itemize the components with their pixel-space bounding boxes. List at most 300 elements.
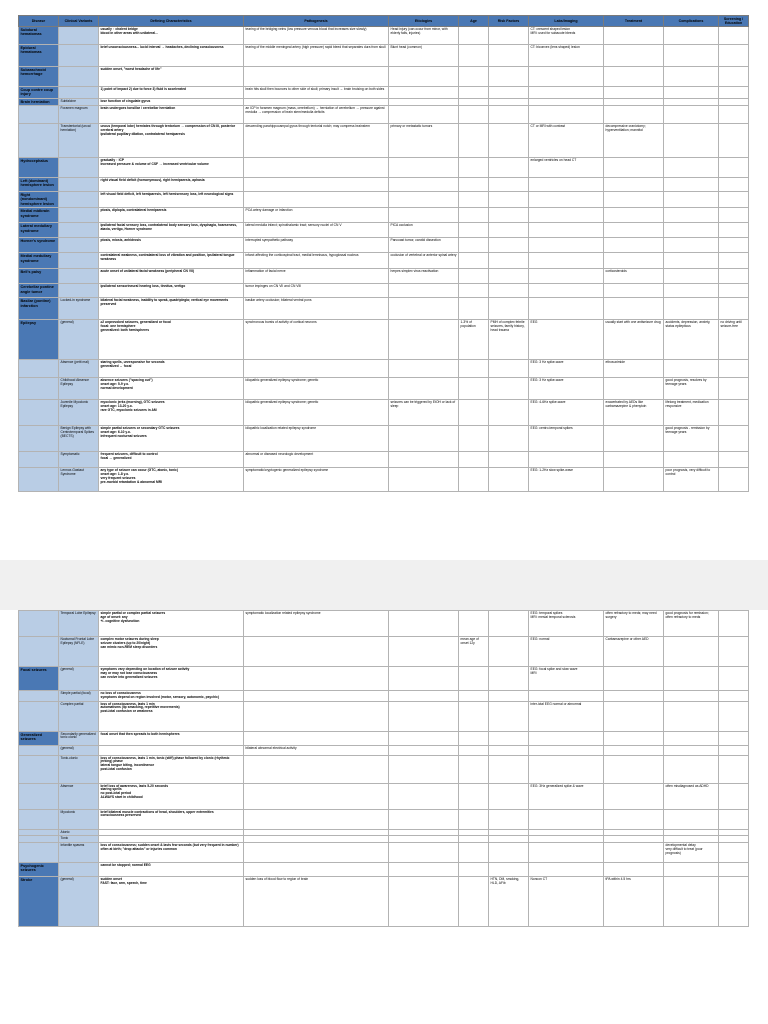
cell-defining-characteristics: [99, 836, 244, 843]
cell-etiologies: [389, 809, 459, 829]
table-row: [19, 691, 749, 702]
cell-complications: [664, 637, 719, 667]
cell-age: [459, 284, 489, 298]
cell-etiologies: Blunt head (common): [389, 45, 459, 67]
cell-complications: [664, 691, 719, 702]
cell-screening-education: no driving until seizure-free: [719, 320, 749, 360]
cell-age: [459, 836, 489, 843]
cell-etiologies: [389, 611, 459, 637]
cell-screening-education: [719, 223, 749, 238]
cell-treatment: [604, 223, 664, 238]
cell-risk-factors: [489, 426, 529, 452]
cell-pathogenesis: tearing of the bridging veins (low pressure venous blood that increases size slowly): [244, 27, 389, 45]
cell-defining-characteristics: loss of consciousness, lasts 1 min, tonic (stiff) phase followed by clonic (rhythmic jerking) phase lateral tongue biting, incontinence post-ictal confusion: [99, 755, 244, 783]
cell-risk-factors: [489, 106, 529, 124]
cell-disease: [19, 691, 59, 702]
cell-etiologies: [389, 829, 459, 836]
cell-etiologies: [389, 637, 459, 667]
cell-labs-imaging: [529, 284, 604, 298]
cell-risk-factors: [489, 863, 529, 877]
cell-treatment: [604, 208, 664, 223]
cell-pathogenesis: [244, 701, 389, 731]
cell-defining-characteristics: right visual field deficit (homonymous), right hemiparesis, aphasia: [99, 178, 244, 192]
cell-screening-education: [719, 284, 749, 298]
cell-defining-characteristics: ptosis, miosis, anhidrosis: [99, 238, 244, 253]
cell-etiologies: [389, 106, 459, 124]
cell-screening-education: [719, 863, 749, 877]
cell-age: [459, 611, 489, 637]
cell-clinical-variants: [59, 192, 99, 208]
cell-treatment: [604, 238, 664, 253]
cell-complications: [664, 877, 719, 927]
cell-clinical-variants: (general): [59, 320, 99, 360]
cell-etiologies: [389, 877, 459, 927]
cell-disease: Stroke: [19, 877, 59, 927]
cell-etiologies: occlusion of vertebral or anterior spinal artery: [389, 253, 459, 269]
cell-etiologies: primary or metastatic tumors: [389, 124, 459, 158]
cell-treatment: [604, 106, 664, 124]
cell-pathogenesis: PCA artery damage or infarction: [244, 208, 389, 223]
cell-clinical-variants: [59, 223, 99, 238]
cell-treatment: Carbamazepine or other AED: [604, 637, 664, 667]
cell-risk-factors: [489, 298, 529, 320]
cell-screening-education: [719, 106, 749, 124]
cell-complications: [664, 98, 719, 105]
cell-disease: [19, 843, 59, 863]
cell-age: [459, 452, 489, 468]
cell-risk-factors: [489, 468, 529, 492]
column-header-complications: Complications: [664, 16, 719, 27]
cell-defining-characteristics: simple partial seizures or secondary GTC seizures onset age: 6-10 y.o. infrequent nocturnal seizures: [99, 426, 244, 452]
cell-disease: Hydrocephalus: [19, 158, 59, 178]
cell-age: [459, 253, 489, 269]
cell-age: [459, 98, 489, 105]
cell-risk-factors: [489, 667, 529, 691]
cell-etiologies: [389, 843, 459, 863]
cell-clinical-variants: Lennox-Gastaut Syndrome: [59, 468, 99, 492]
cell-disease: [19, 124, 59, 158]
cell-risk-factors: [489, 124, 529, 158]
cell-screening-education: [719, 27, 749, 45]
cell-treatment: [604, 452, 664, 468]
cell-clinical-variants: Secondarily generalized tonic clonic: [59, 731, 99, 745]
cell-pathogenesis: basilar artery occlusion; bilateral ventral pons: [244, 298, 389, 320]
cell-clinical-variants: [59, 27, 99, 45]
cell-labs-imaging: CT or MRI with contrast: [529, 124, 604, 158]
cell-age: [459, 223, 489, 238]
cell-etiologies: [389, 701, 459, 731]
cell-complications: [664, 45, 719, 67]
cell-pathogenesis: abnormal or diseased neurologic development: [244, 452, 389, 468]
cell-screening-education: [719, 298, 749, 320]
cell-defining-characteristics: brief unconsciousness... lucid interval → headaches, declining consciousness: [99, 45, 244, 67]
cell-pathogenesis: [244, 731, 389, 745]
cell-treatment: usually start with one antiseizure drug: [604, 320, 664, 360]
table-row: [19, 124, 749, 158]
cell-risk-factors: [489, 611, 529, 637]
cell-etiologies: [389, 87, 459, 99]
cell-risk-factors: [489, 87, 529, 99]
cell-risk-factors: [489, 27, 529, 45]
cell-clinical-variants: Temporal Lobe Epilepsy: [59, 611, 99, 637]
cell-etiologies: [389, 691, 459, 702]
cell-treatment: corticosteroids: [604, 269, 664, 284]
cell-labs-imaging: [529, 106, 604, 124]
cell-pathogenesis: [244, 863, 389, 877]
cell-complications: good prognosis for remission; often refractory to meds: [664, 611, 719, 637]
cell-risk-factors: [489, 98, 529, 105]
cell-clinical-variants: Myoclonic: [59, 809, 99, 829]
cell-screening-education: [719, 98, 749, 105]
cell-labs-imaging: [529, 691, 604, 702]
cell-risk-factors: [489, 284, 529, 298]
table-row: [19, 783, 749, 809]
cell-defining-characteristics: uncus (temporal lobe) herniates through tentorium → compression of CN III, posterior cerebral artery ipsilateral pupillary dilation, contralateral hemiparesis: [99, 124, 244, 158]
cell-labs-imaging: [529, 745, 604, 755]
cell-defining-characteristics: 1) point of impact 2) due to force 3) fluid is accelerated: [99, 87, 244, 99]
column-header-disease: Disease: [19, 16, 59, 27]
cell-screening-education: [719, 378, 749, 400]
cell-etiologies: [389, 98, 459, 105]
cell-age: [459, 701, 489, 731]
cell-labs-imaging: EEG: 3Hz generalized spike & wave: [529, 783, 604, 809]
cell-disease: Basilar (pontine) infarction: [19, 298, 59, 320]
cell-etiologies: herpes simplex virus reactivation: [389, 269, 459, 284]
cell-labs-imaging: [529, 98, 604, 105]
table-row: [19, 320, 749, 360]
cell-defining-characteristics: bilateral facial weakness, inability to speak, quadriplegia; vertical eye movements preserved: [99, 298, 244, 320]
cell-pathogenesis: [244, 158, 389, 178]
cell-clinical-variants: [59, 208, 99, 223]
cell-age: [459, 863, 489, 877]
cell-complications: [664, 667, 719, 691]
cell-disease: [19, 745, 59, 755]
cell-labs-imaging: [529, 863, 604, 877]
cell-disease: [19, 809, 59, 829]
cell-etiologies: PICA occlusion: [389, 223, 459, 238]
cell-age: [459, 691, 489, 702]
cell-screening-education: [719, 731, 749, 745]
cell-age: [459, 468, 489, 492]
table-row: [19, 158, 749, 178]
cell-defining-characteristics: brain undergoes tonsillar / cerebellar herniation: [99, 106, 244, 124]
cell-treatment: [604, 667, 664, 691]
cell-complications: [664, 158, 719, 178]
cell-screening-education: [719, 426, 749, 452]
table-row: [19, 360, 749, 378]
cell-labs-imaging: EEG: focal spike and slow wave MRI: [529, 667, 604, 691]
column-header-pathogenesis: Pathogenesis: [244, 16, 389, 27]
cell-age: [459, 745, 489, 755]
cell-treatment: [604, 691, 664, 702]
cell-clinical-variants: Symptomatic: [59, 452, 99, 468]
cell-disease: [19, 400, 59, 426]
cell-defining-characteristics: symptoms vary depending on location of seizure activity may or may not lose consciousness can evolve into generalized seizures: [99, 667, 244, 691]
cell-age: [459, 45, 489, 67]
cell-pathogenesis: [244, 783, 389, 809]
cell-screening-education: [719, 829, 749, 836]
cell-risk-factors: [489, 731, 529, 745]
cell-labs-imaging: EEG: 3 Hz spike-wave: [529, 360, 604, 378]
cell-labs-imaging: EEG: temporal spikes MRI: mesial temporal sclerosis: [529, 611, 604, 637]
cell-disease: [19, 829, 59, 836]
cell-screening-education: [719, 452, 749, 468]
cell-pathogenesis: [244, 67, 389, 87]
cell-treatment: ethosuximide: [604, 360, 664, 378]
cell-age: mean age of onset 12y: [459, 637, 489, 667]
cell-pathogenesis: [244, 192, 389, 208]
cell-clinical-variants: Subfalcine: [59, 98, 99, 105]
cell-labs-imaging: [529, 298, 604, 320]
table-row: [19, 400, 749, 426]
cell-labs-imaging: EEG: centro-temporal spikes: [529, 426, 604, 452]
cell-complications: lifelong treatment, medication responsive: [664, 400, 719, 426]
table-row: [19, 192, 749, 208]
cell-defining-characteristics: frequent seizures, difficult to control focal ↔ generalized: [99, 452, 244, 468]
cell-defining-characteristics: absence seizures ("spacing out") onset age: 5-9 y.o. normal development: [99, 378, 244, 400]
cell-clinical-variants: Childhood Absence Epilepsy: [59, 378, 99, 400]
cell-age: [459, 843, 489, 863]
cell-labs-imaging: [529, 192, 604, 208]
cell-clinical-variants: Foramen magnum: [59, 106, 99, 124]
cell-risk-factors: [489, 208, 529, 223]
column-header-risk-factors: Risk Factors: [489, 16, 529, 27]
cell-disease: Epidural hematomas: [19, 45, 59, 67]
cell-labs-imaging: [529, 87, 604, 99]
cell-defining-characteristics: myoclonic jerks (morning), GTC seizures onset age: 13-20 y.o. rare GTC, myoclonic seizures in AM: [99, 400, 244, 426]
cell-pathogenesis: idiopathic localization related epilepsy syndrome: [244, 426, 389, 452]
cell-complications: good prognosis - remission by teenage years: [664, 426, 719, 452]
cell-disease: Epilepsy: [19, 320, 59, 360]
cell-age: [459, 877, 489, 927]
cell-disease: Subdural hematomas: [19, 27, 59, 45]
cell-disease: Horner's syndrome: [19, 238, 59, 253]
cell-treatment: [604, 745, 664, 755]
cell-disease: Lateral medullary syndrome: [19, 223, 59, 238]
cell-screening-education: [719, 158, 749, 178]
cell-risk-factors: HTN, DM, smoking, HLD, AFib: [489, 877, 529, 927]
cell-age: [459, 238, 489, 253]
table-row: [19, 67, 749, 87]
cell-etiologies: [389, 378, 459, 400]
cell-complications: [664, 178, 719, 192]
cell-defining-characteristics: acute onset of unilateral facial weakness (peripheral CN VII): [99, 269, 244, 284]
cell-labs-imaging: [529, 836, 604, 843]
cell-defining-characteristics: usually ↑ chalent bridge blood in other areas with unilateral...: [99, 27, 244, 45]
cell-defining-characteristics: staring spells, unresponsive for seconds generalized ↔ focal: [99, 360, 244, 378]
cell-treatment: [604, 863, 664, 877]
column-header-etiologies: Etiologies: [389, 16, 459, 27]
cell-risk-factors: PMH of complex febrile seizures, family history, head trauma: [489, 320, 529, 360]
cell-complications: poor prognosis, very difficult to control: [664, 468, 719, 492]
cell-risk-factors: [489, 843, 529, 863]
cell-screening-education: [719, 208, 749, 223]
table-row: [19, 701, 749, 731]
cell-clinical-variants: [59, 284, 99, 298]
cell-age: 1-3% of population: [459, 320, 489, 360]
cell-risk-factors: [489, 701, 529, 731]
cell-screening-education: [719, 400, 749, 426]
cell-pathogenesis: lateral medulla infarct; spinothalamic tract; sensory nuclei of CN V: [244, 223, 389, 238]
cell-screening-education: [719, 178, 749, 192]
cell-treatment: [604, 843, 664, 863]
cell-labs-imaging: CT: crescent shaped lesion MRI: used for subacute bleeds: [529, 27, 604, 45]
cell-labs-imaging: inter-ictal EEG normal or abnormal: [529, 701, 604, 731]
cell-treatment: [604, 426, 664, 452]
cell-labs-imaging: [529, 755, 604, 783]
cell-clinical-variants: Juvenile Myoclonic Epilepsy: [59, 400, 99, 426]
cell-defining-characteristics: ≥2 unprovoked seizures, generalized or focal focal: one hemisphere generalized: both hemispheres: [99, 320, 244, 360]
cell-defining-characteristics: contralateral weakness, contralateral loss of vibration and position, ipsilateral tongue weakness: [99, 253, 244, 269]
cell-risk-factors: [489, 400, 529, 426]
cell-disease: Medial medullary syndrome: [19, 253, 59, 269]
cell-clinical-variants: Absence (petit mal): [59, 360, 99, 378]
cell-complications: [664, 106, 719, 124]
cell-age: [459, 208, 489, 223]
cell-disease: [19, 468, 59, 492]
cell-etiologies: [389, 731, 459, 745]
cell-age: [459, 158, 489, 178]
table-row: [19, 863, 749, 877]
cell-disease: Bell's palsy: [19, 269, 59, 284]
cell-complications: [664, 67, 719, 87]
column-header-age: Age: [459, 16, 489, 27]
table-row: [19, 611, 749, 637]
cell-risk-factors: [489, 223, 529, 238]
cell-pathogenesis: [244, 829, 389, 836]
cell-disease: Psychogenic seizures: [19, 863, 59, 877]
cell-defining-characteristics: simple partial or complex partial seizures age of onset: any +/- cognitive dysfunction: [99, 611, 244, 637]
cell-age: [459, 426, 489, 452]
cell-labs-imaging: [529, 452, 604, 468]
cell-pathogenesis: [244, 836, 389, 843]
cell-pathogenesis: synchronous bursts of activity of cortical neurons: [244, 320, 389, 360]
cell-screening-education: [719, 843, 749, 863]
cell-age: [459, 27, 489, 45]
cell-risk-factors: [489, 67, 529, 87]
cell-treatment: [604, 27, 664, 45]
cell-labs-imaging: [529, 809, 604, 829]
cell-complications: [664, 452, 719, 468]
table-row: [19, 238, 749, 253]
cell-treatment: [604, 836, 664, 843]
cell-risk-factors: [489, 637, 529, 667]
cell-risk-factors: [489, 783, 529, 809]
cell-pathogenesis: brain hits skull then bounces to other side of skull; primary insult → brain bruising on both sides: [244, 87, 389, 99]
cell-pathogenesis: idiopathic generalized epilepsy syndrome; genetic: [244, 400, 389, 426]
cell-risk-factors: [489, 452, 529, 468]
cell-age: [459, 178, 489, 192]
cell-risk-factors: [489, 829, 529, 836]
cell-etiologies: Head injury (can occur from minor, with elderly falls, injuries): [389, 27, 459, 45]
cell-disease: [19, 611, 59, 637]
cell-age: [459, 124, 489, 158]
cell-clinical-variants: [59, 87, 99, 99]
table-row: [19, 284, 749, 298]
cell-pathogenesis: [244, 637, 389, 667]
cell-clinical-variants: Nocturnal Frontal Lobe Epilepsy (NFLE): [59, 637, 99, 667]
cell-clinical-variants: Infantile spasms: [59, 843, 99, 863]
cell-pathogenesis: [244, 178, 389, 192]
cell-clinical-variants: Absence: [59, 783, 99, 809]
cell-etiologies: seizures can be triggered by EtOH or lack of sleep: [389, 400, 459, 426]
cell-complications: [664, 269, 719, 284]
cell-disease: Left (dominant) hemisphere lesion: [19, 178, 59, 192]
cell-treatment: tPA within 4.5 hrs: [604, 877, 664, 927]
cell-labs-imaging: EEG: 4-6Hz spike-wave: [529, 400, 604, 426]
page-2: [0, 610, 768, 1024]
cell-risk-factors: [489, 178, 529, 192]
cell-age: [459, 192, 489, 208]
table-row: [19, 667, 749, 691]
cell-complications: [664, 298, 719, 320]
cell-defining-characteristics: cannot be stopped; normal EEG: [99, 863, 244, 877]
cell-disease: Cerebellar pontine angle tumor: [19, 284, 59, 298]
cell-disease: [19, 755, 59, 783]
table-row: [19, 843, 749, 863]
cell-complications: [664, 27, 719, 45]
cell-complications: [664, 192, 719, 208]
cell-etiologies: [389, 208, 459, 223]
cell-age: [459, 378, 489, 400]
cell-labs-imaging: [529, 223, 604, 238]
cell-complications: often misdiagnosed as ADHD: [664, 783, 719, 809]
cell-defining-characteristics: focal onset that then spreads to both hemispheres: [99, 731, 244, 745]
cell-clinical-variants: Transtentorial (uncal herniation): [59, 124, 99, 158]
cell-screening-education: [719, 269, 749, 284]
cell-clinical-variants: Complex partial: [59, 701, 99, 731]
cell-screening-education: [719, 124, 749, 158]
cell-screening-education: [719, 745, 749, 755]
cell-risk-factors: [489, 158, 529, 178]
cell-defining-characteristics: loss of consciousness; sudden onset & lasts few seconds (but very frequent in number) often at birth; "drop attacks" or injuries common: [99, 843, 244, 863]
cell-screening-education: [719, 877, 749, 927]
cell-age: [459, 400, 489, 426]
cell-screening-education: [719, 67, 749, 87]
cell-treatment: [604, 731, 664, 745]
cell-labs-imaging: CT: biconvex (lens shaped) lesion: [529, 45, 604, 67]
cell-defining-characteristics: ipsilateral facial sensory loss, contralateral body sensory loss, dysphagia, hoarseness, ataxia, vertigo, Horner syndrome: [99, 223, 244, 238]
cell-labs-imaging: EEG: [529, 320, 604, 360]
cell-risk-factors: [489, 378, 529, 400]
cell-clinical-variants: Locked-in syndrome: [59, 298, 99, 320]
cell-screening-education: [719, 253, 749, 269]
cell-defining-characteristics: gradually ↑ ICP increased pressure & volume of CSF → increased ventricular volume: [99, 158, 244, 178]
cell-pathogenesis: infarct affecting the corticospinal tract, medial lemniscus, hypoglossal nucleus: [244, 253, 389, 269]
table-row: [19, 298, 749, 320]
cell-age: [459, 829, 489, 836]
cell-clinical-variants: (general): [59, 877, 99, 927]
cell-pathogenesis: [244, 691, 389, 702]
cell-pathogenesis: [244, 843, 389, 863]
cell-pathogenesis: bilateral abnormal electrical activity: [244, 745, 389, 755]
column-header-defining-characteristics: Defining Characteristics: [99, 16, 244, 27]
cell-labs-imaging: [529, 269, 604, 284]
cell-treatment: decompressive craniotomy; hyperventilation; mannitol: [604, 124, 664, 158]
cell-treatment: [604, 192, 664, 208]
cell-disease: Generalized seizures: [19, 731, 59, 745]
cell-complications: [664, 863, 719, 877]
column-header-clinical-variants: Clinical Variants: [59, 16, 99, 27]
table-row: [19, 745, 749, 755]
cell-screening-education: [719, 809, 749, 829]
cell-treatment: [604, 284, 664, 298]
cell-pathogenesis: [244, 755, 389, 783]
table-row: [19, 87, 749, 99]
cell-clinical-variants: [59, 67, 99, 87]
column-header-treatment: Treatment: [604, 16, 664, 27]
cell-risk-factors: [489, 809, 529, 829]
